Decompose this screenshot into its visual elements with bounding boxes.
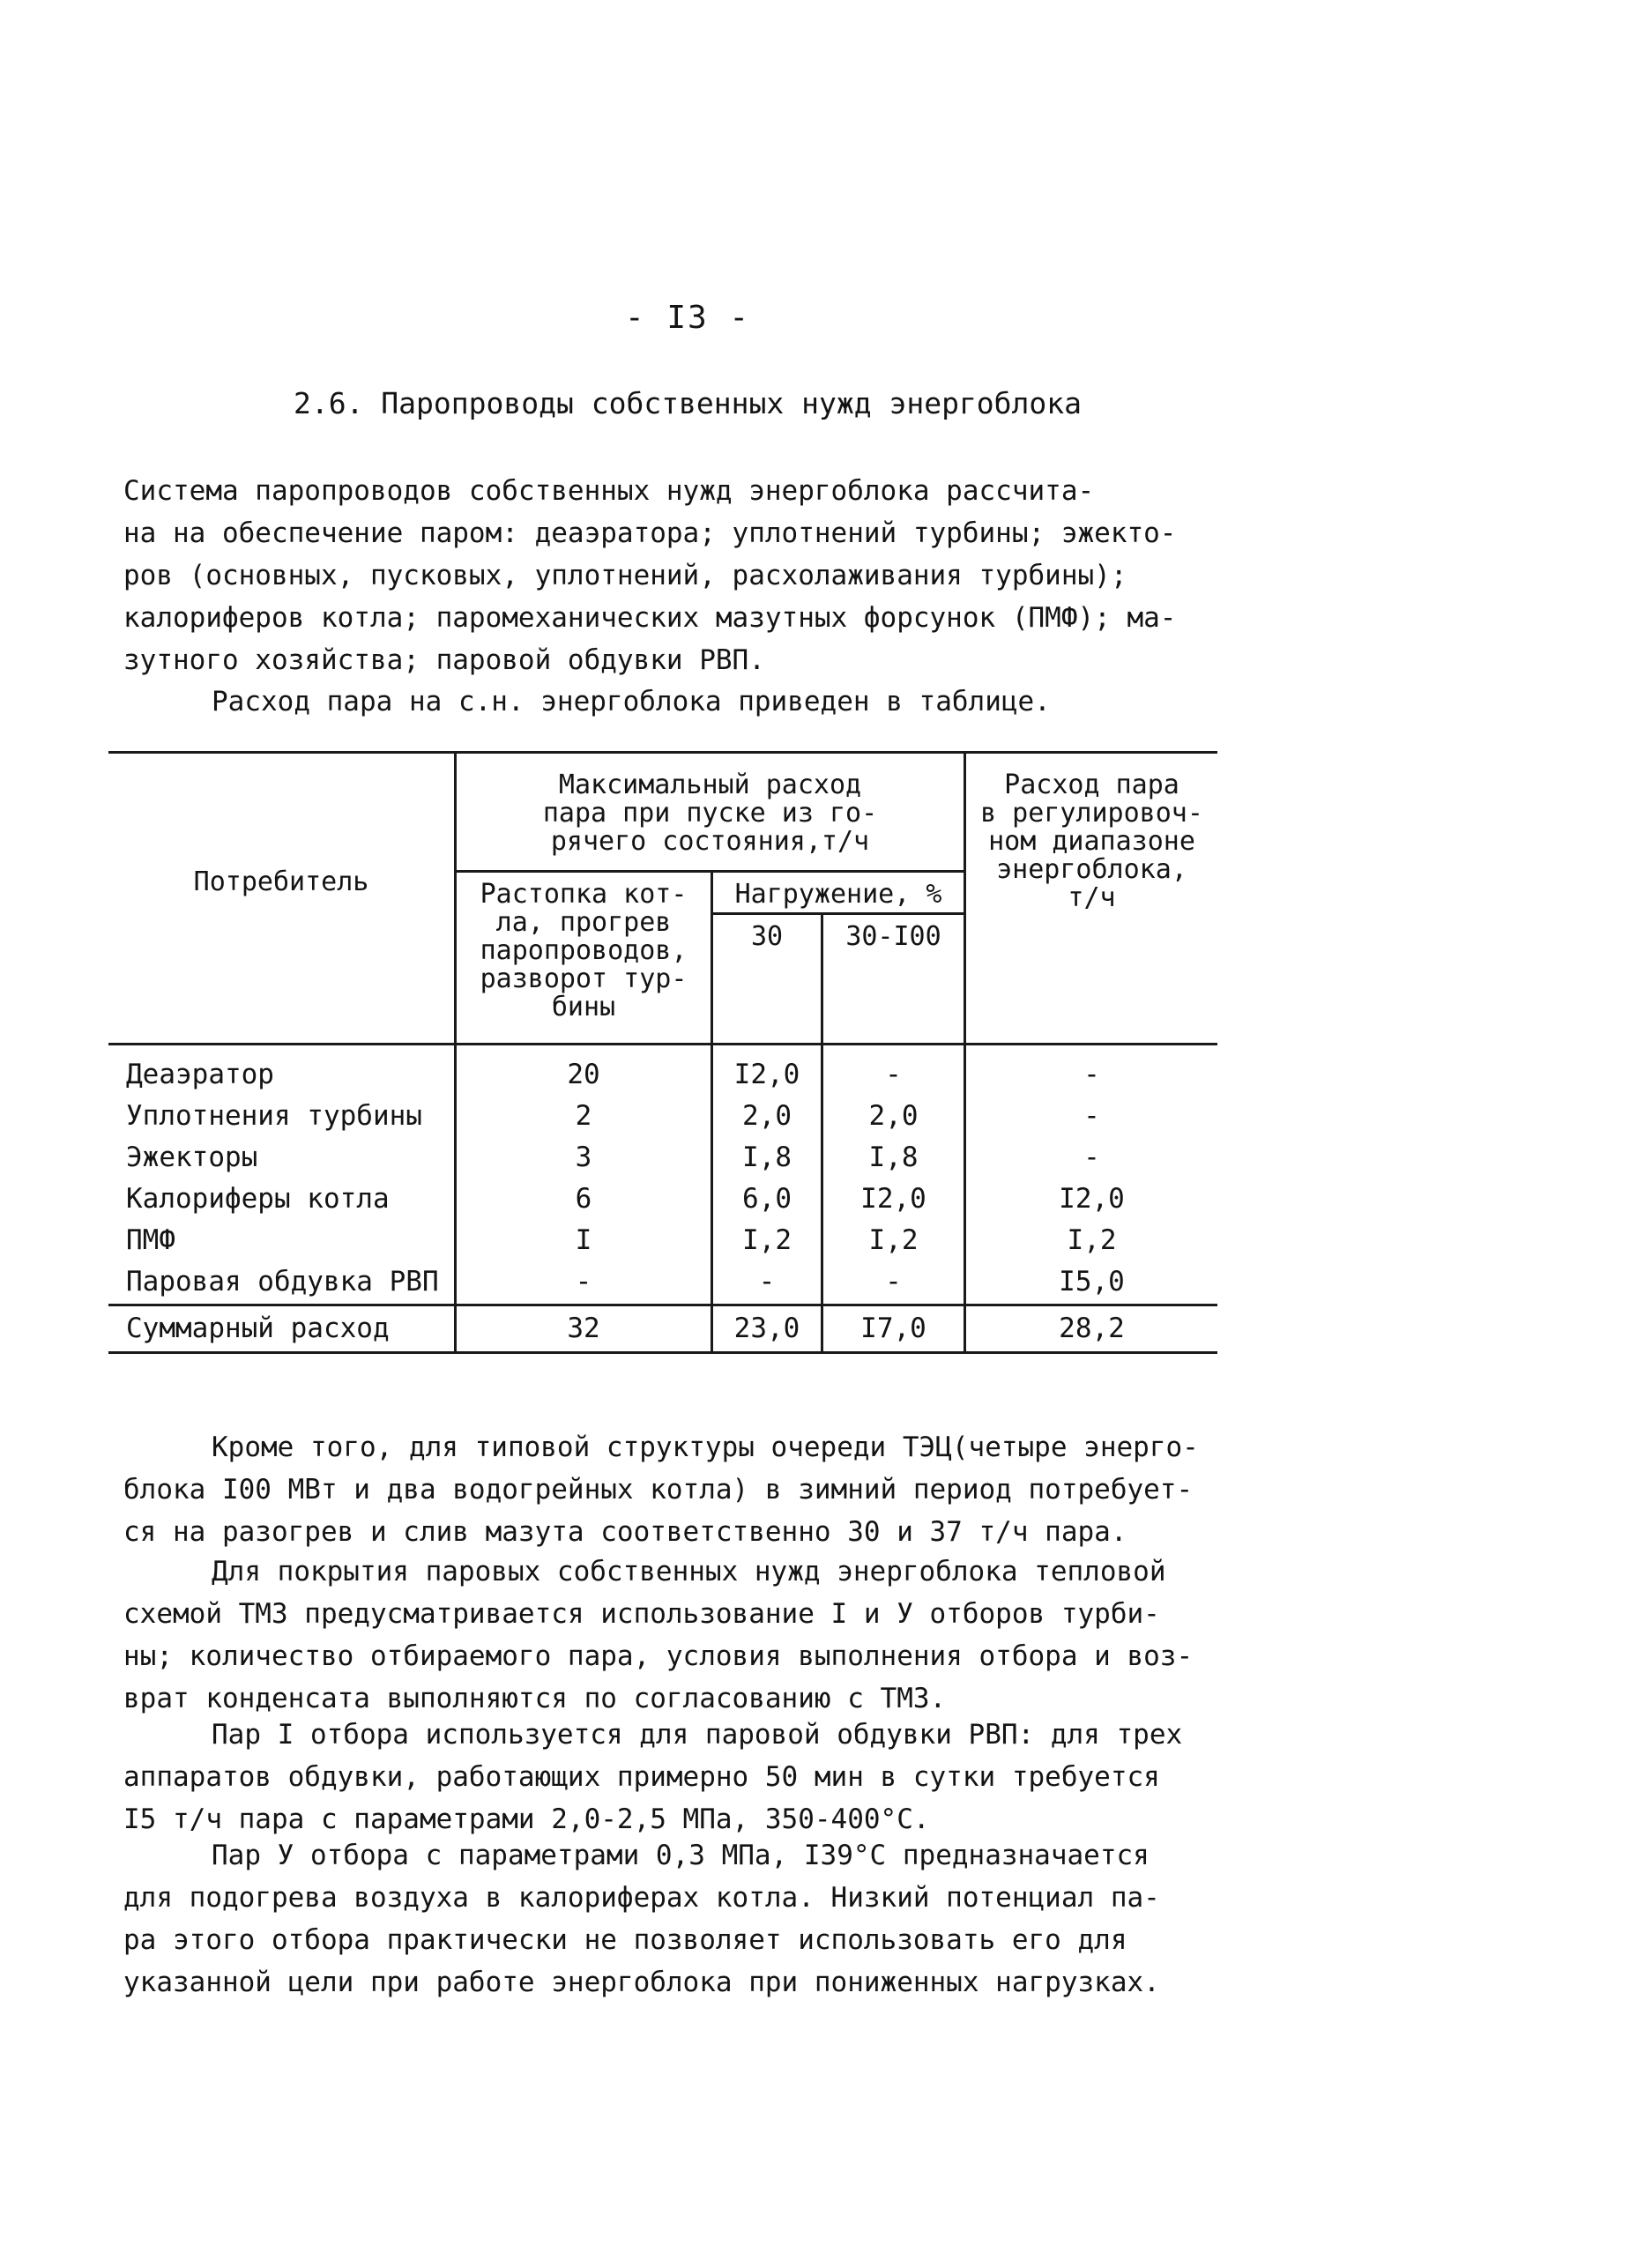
row-regulating: I5,0 bbox=[1059, 1266, 1125, 1298]
header-regulating-flow: Расход пара в регулировоч- ном диапазоне энергоблока, т/ч bbox=[980, 770, 1203, 913]
row-load-30-100: I,2 bbox=[868, 1224, 919, 1256]
row-load-30-100: I,8 bbox=[868, 1141, 919, 1173]
row-name: Эжекторы bbox=[126, 1141, 258, 1173]
row-regulating: - bbox=[1083, 1100, 1100, 1132]
row-load-30: I2,0 bbox=[733, 1059, 800, 1090]
header-firing: Растопка кот- ла, прогрев паропроводов, разворот тур- бины bbox=[480, 879, 688, 1022]
row-load-30: 6,0 bbox=[742, 1183, 792, 1215]
row-name: Паровая обдувка РВП bbox=[126, 1266, 439, 1298]
row-load-30-100: - bbox=[885, 1059, 902, 1090]
row-load-30-100: 2,0 bbox=[868, 1100, 919, 1132]
section-title: 2.6. Паропроводы собственных нужд энергоблока bbox=[293, 386, 1083, 420]
total-load-30: 23,0 bbox=[733, 1312, 800, 1344]
paragraph-structure: Кроме того, для типовой структуры очереди ТЭЦ(четыре энерго- блока I00 МВт и два водогрейных котла) в зимний период потребует- ся на разогрев и слив мазута соответственно 30 и 37 т/ч пара. bbox=[123, 1431, 1199, 1548]
header-load-30: 30 bbox=[750, 921, 784, 952]
row-firing: 6 bbox=[575, 1183, 592, 1215]
row-name: Калориферы котла bbox=[126, 1183, 390, 1215]
row-firing: 20 bbox=[567, 1059, 600, 1090]
row-firing: - bbox=[575, 1266, 592, 1298]
header-max-flow: Максимальный расход пара при пуске из го- рячего состояния,т/ч bbox=[542, 770, 878, 857]
row-load-30: I,8 bbox=[742, 1141, 792, 1173]
paragraph-intro: Система паропроводов собственных нужд энергоблока рассчита- на на обеспечение паром: деаэратора; уплотнений турбины; эжекто- ров (основных, пусковых, уплотнений, расхолаживания турбины); калориферов котла; паромеханических мазутных форсунок (ПМФ); ма- зутного хозяйства; паровой обдувки РВП. bbox=[123, 475, 1177, 676]
row-load-30: - bbox=[758, 1266, 776, 1298]
paragraph-extraction-1: Пар I отбора используется для паровой обдувки РВП: для трех аппаратов обдувки, работающих примерно 50 мин в сутки требуется I5 т/ч пара с параметрами 2,0-2,5 МПа, 350-400°С. bbox=[123, 1719, 1183, 1835]
row-load-30-100: - bbox=[885, 1266, 902, 1298]
row-load-30-100: I2,0 bbox=[860, 1183, 926, 1215]
row-firing: 2 bbox=[575, 1100, 592, 1132]
header-load-30-100: 30-I00 bbox=[845, 921, 941, 952]
row-name: ПМФ bbox=[126, 1224, 175, 1256]
steam-consumption-table bbox=[108, 751, 1217, 1354]
row-regulating: I,2 bbox=[1067, 1224, 1117, 1256]
total-name: Суммарный расход bbox=[126, 1312, 390, 1344]
total-load-30-100: I7,0 bbox=[860, 1312, 926, 1344]
row-firing: 3 bbox=[575, 1141, 592, 1173]
header-consumer: Потребитель bbox=[193, 866, 369, 897]
row-regulating: - bbox=[1083, 1059, 1100, 1090]
row-firing: I bbox=[575, 1224, 592, 1256]
total-firing: 32 bbox=[567, 1312, 600, 1344]
page-number: - I3 - bbox=[624, 300, 751, 336]
row-load-30: 2,0 bbox=[742, 1100, 792, 1132]
paragraph-extraction-5: Пар У отбора с параметрами 0,3 МПа, I39°С предназначается для подогрева воздуха в калориферах котла. Низкий потенциал па- ра этого отбора практически не позволяет использовать его для указанной цели при работе энергоблока при пониженных нагрузках. bbox=[123, 1840, 1160, 1998]
row-name: Уплотнения турбины bbox=[126, 1100, 422, 1132]
paragraph-table-ref: Расход пара на с.н. энергоблока приведен в таблице. bbox=[212, 686, 1051, 718]
header-loading: Нагружение, % bbox=[734, 879, 942, 910]
row-name: Деаэратор bbox=[126, 1059, 274, 1090]
total-regulating: 28,2 bbox=[1059, 1312, 1125, 1344]
row-regulating: I2,0 bbox=[1059, 1183, 1125, 1215]
row-regulating: - bbox=[1083, 1141, 1100, 1173]
paragraph-coverage: Для покрытия паровых собственных нужд энергоблока тепловой схемой ТМЗ предусматривается использование I и У отборов турби- ны; количество отбираемого пара, условия выполнения отбора и воз- врат конденсата выполняются по согласованию с ТМЗ. bbox=[123, 1556, 1194, 1714]
row-load-30: I,2 bbox=[742, 1224, 792, 1256]
